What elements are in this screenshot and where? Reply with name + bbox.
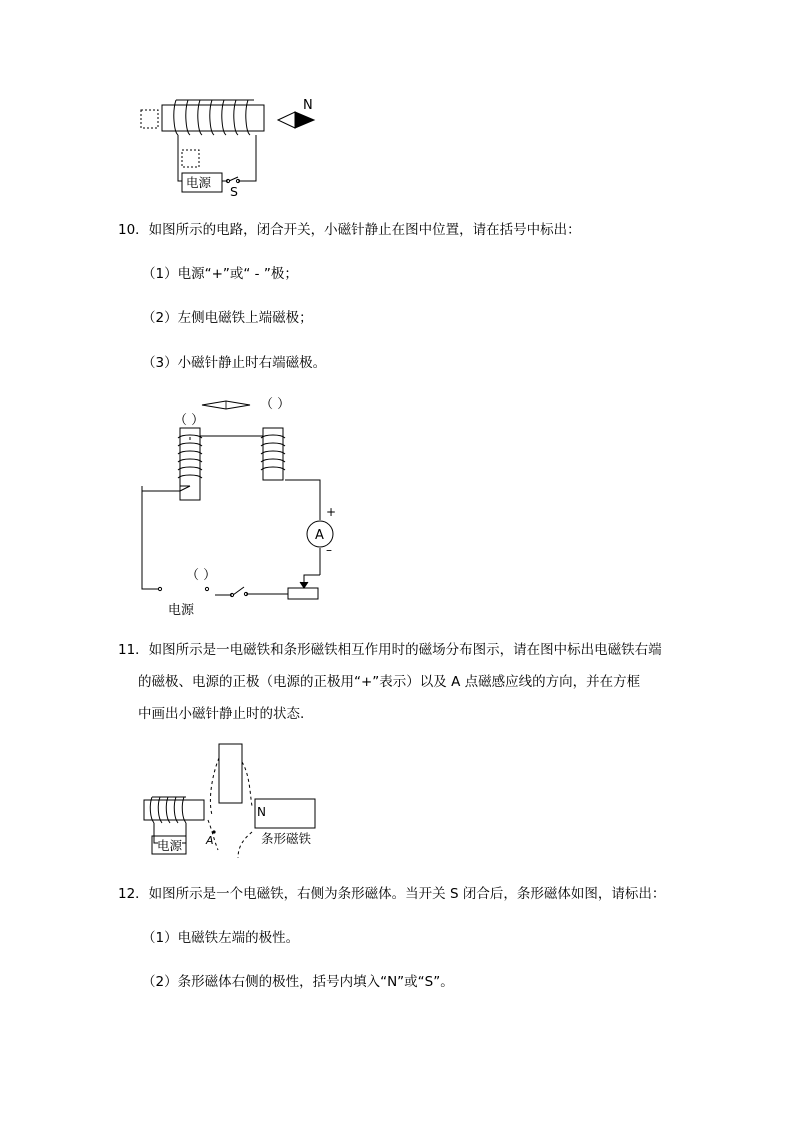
bracket-compass-right: （ ） bbox=[260, 397, 291, 412]
figure-q10-circuit bbox=[130, 390, 360, 620]
question-11-line-1: 11．如图所示是一电磁铁和条形磁铁相互作用时的磁场分布图示，请在图中标出电磁铁右端 bbox=[118, 642, 662, 658]
power-source-label: 电源 bbox=[157, 838, 183, 853]
field-line-1 bbox=[210, 758, 219, 815]
power-source-label: 电源 bbox=[186, 175, 212, 190]
figure-q11-magnetic-field bbox=[140, 740, 330, 865]
right-coil bbox=[261, 435, 285, 470]
bar-magnet-label: 条形磁铁 bbox=[261, 831, 312, 846]
left-coil bbox=[178, 435, 202, 478]
question-10-item-3: （3）小磁针静止时右端磁极。 bbox=[142, 355, 327, 371]
power-source-label: 电源 bbox=[168, 603, 195, 618]
electromagnet-coil bbox=[150, 797, 186, 823]
figure-q9-electromagnet bbox=[130, 90, 350, 200]
bracket-left-solenoid-top: （ ） bbox=[174, 413, 205, 428]
rheostat bbox=[288, 588, 318, 599]
ammeter-minus-label: – bbox=[326, 543, 332, 557]
ammeter-plus-label: + bbox=[326, 505, 337, 519]
compass-box bbox=[219, 744, 242, 803]
point-a-label: A bbox=[206, 834, 214, 847]
field-line-2 bbox=[242, 762, 252, 806]
solenoid-core bbox=[162, 105, 264, 131]
pole-label-n: N bbox=[257, 805, 266, 819]
pole-label-n: N bbox=[303, 98, 313, 113]
question-12-item-1: （1）电磁铁左端的极性。 bbox=[142, 930, 300, 946]
question-10-item-1: （1）电源“+”或“ - ”极； bbox=[142, 266, 298, 282]
compass-needle-black bbox=[295, 112, 314, 128]
field-line-4 bbox=[238, 832, 252, 858]
dashed-box-left bbox=[141, 110, 158, 128]
question-10-stem: 10．如图所示的电路，闭合开关，小磁针静止在图中位置，请在括号中标出： bbox=[118, 222, 581, 238]
question-10-item-2: （2）左侧电磁铁上端磁极； bbox=[142, 310, 313, 326]
switch-label: S bbox=[230, 184, 238, 199]
question-11-line-3: 中画出小磁针静止时的状态. bbox=[138, 706, 305, 722]
circuit-wire bbox=[142, 436, 320, 595]
compass-needle-white bbox=[278, 112, 295, 128]
ammeter-label: A bbox=[315, 528, 324, 543]
question-11-line-2: 的磁极、电源的正极（电源的正极用“+”表示）以及 A 点磁感应线的方向，并在方框 bbox=[138, 674, 641, 690]
question-12-item-2: （2）条形磁体右侧的极性，括号内填入“N”或“S”。 bbox=[142, 974, 454, 990]
bracket-power-source: （ ） bbox=[186, 568, 217, 583]
question-12-stem: 12．如图所示是一个电磁铁，右侧为条形磁体。当开关 S 闭合后，条形磁体如图，请标出： bbox=[118, 886, 666, 902]
dashed-box-bottom bbox=[182, 150, 199, 167]
